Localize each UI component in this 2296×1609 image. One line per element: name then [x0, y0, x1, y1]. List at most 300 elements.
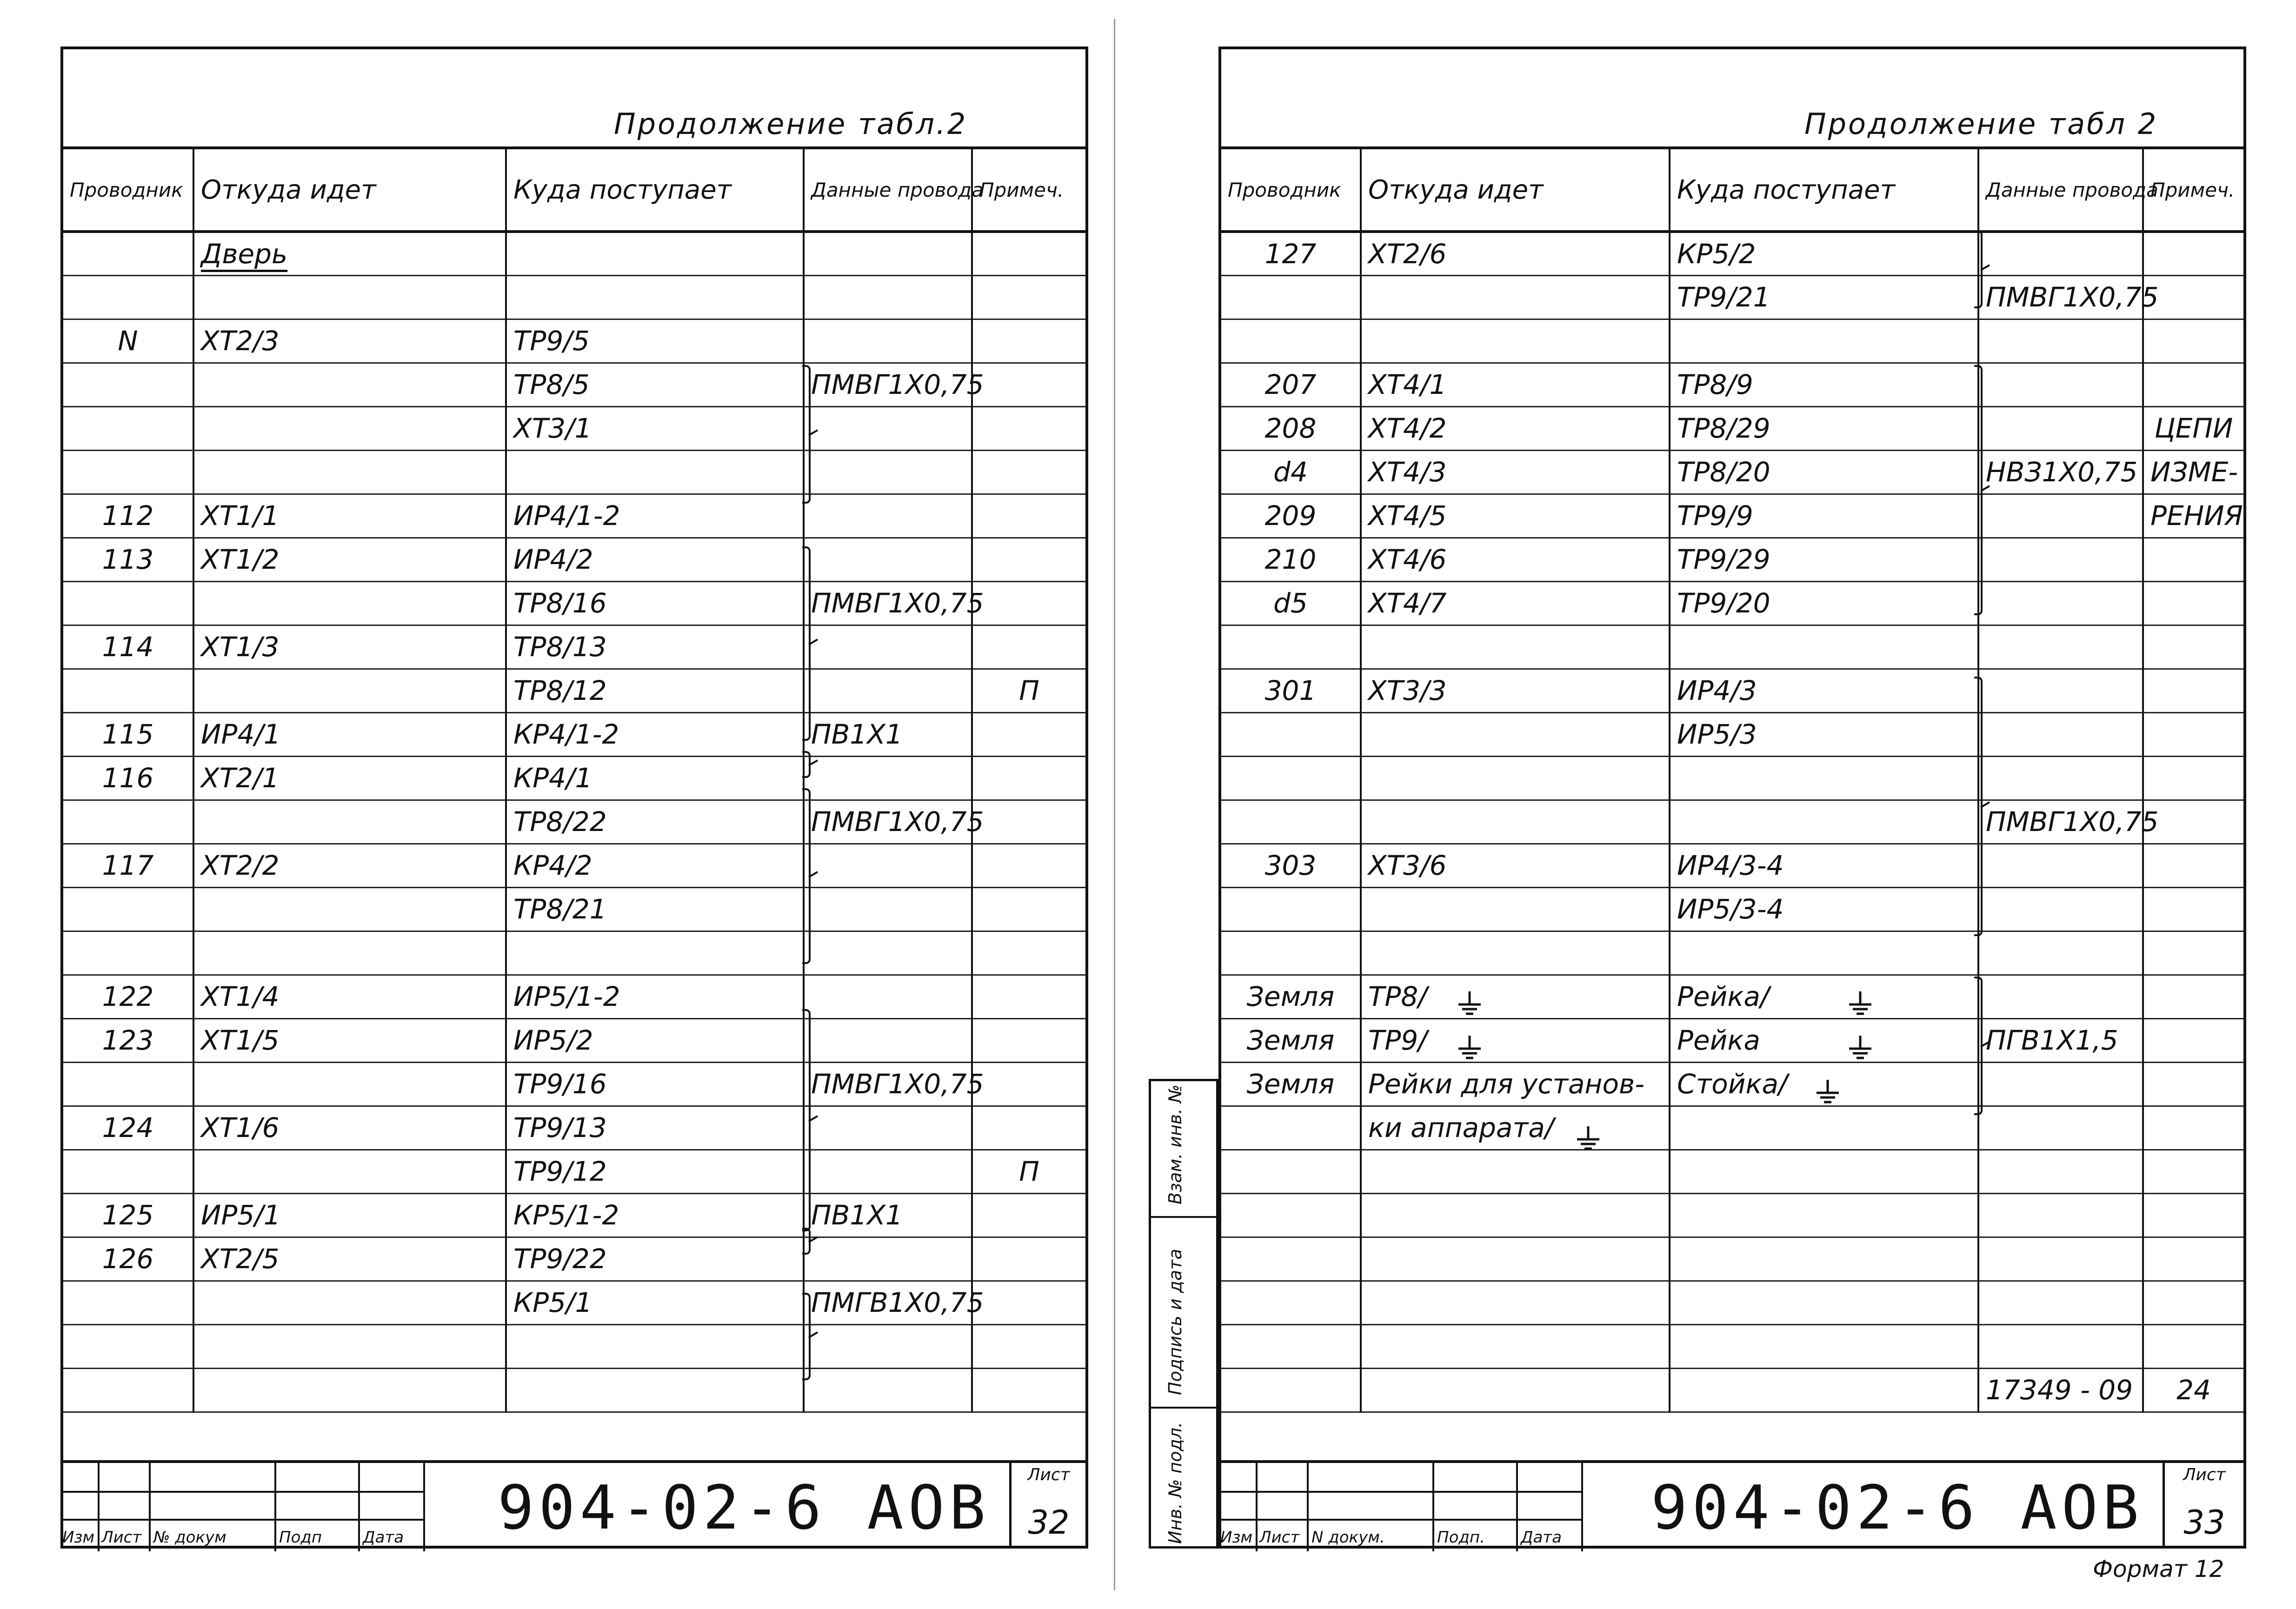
sheet-number: 32 — [1028, 1503, 1070, 1542]
wire-data-cell — [1978, 669, 2143, 712]
note-cell — [972, 363, 1085, 406]
wire-data-cell — [804, 975, 972, 1018]
to-cell — [1670, 1150, 1978, 1193]
table-row — [63, 450, 1085, 494]
wire-data-cell — [804, 1106, 972, 1150]
from-cell — [193, 1324, 506, 1368]
table-row — [1221, 1018, 2243, 1062]
table-row — [63, 494, 1085, 538]
to-cell: ТР8/20 — [1670, 450, 1978, 494]
conductor-cell: 303 — [1221, 844, 1361, 887]
to-cell — [506, 275, 804, 319]
table-row — [63, 887, 1085, 931]
from-cell: ИР4/1 — [193, 712, 506, 756]
note-cell: ИЗМЕ- — [2143, 450, 2243, 494]
to-cell: ТР9/22 — [506, 1237, 804, 1281]
wire-data-cell — [1978, 625, 2143, 669]
left-brace-3 — [802, 751, 811, 778]
table-row — [63, 712, 1085, 756]
note-cell — [2143, 669, 2243, 712]
wire-data-cell: 17349 - 09 — [1978, 1368, 2143, 1412]
conductor-cell — [63, 1324, 193, 1368]
table-row — [63, 319, 1085, 363]
to-cell: ИР5/2 — [506, 1018, 804, 1062]
note-cell — [972, 844, 1085, 887]
wire-data-cell — [1978, 581, 2143, 625]
to-cell: ИР4/3-4 — [1670, 844, 1978, 887]
wire-data-cell — [804, 319, 972, 363]
right-brace-2 — [1974, 365, 1983, 615]
from-cell — [193, 931, 506, 975]
wire-data-cell — [1978, 1324, 2143, 1368]
from-cell — [1361, 1368, 1670, 1412]
note-cell — [2143, 1062, 2243, 1106]
from-cell — [1361, 931, 1670, 975]
wire-data-cell — [804, 450, 972, 494]
left-brace-4 — [802, 788, 811, 964]
to-cell: ИР5/3 — [1670, 712, 1978, 756]
note-cell — [2143, 931, 2243, 975]
conductor-cell — [63, 669, 193, 712]
from-cell: ХТ1/4 — [193, 975, 506, 1018]
conductor-cell: 209 — [1221, 494, 1361, 538]
left-sheet-number-box — [1009, 1460, 1088, 1549]
conductor-cell: 113 — [63, 538, 193, 581]
wire-data-cell — [1978, 1237, 2143, 1281]
from-cell: ХТ2/5 — [193, 1237, 506, 1281]
table-row — [1221, 931, 2243, 975]
note-cell — [2143, 538, 2243, 581]
conductor-cell — [1221, 1324, 1361, 1368]
from-cell: ХТ3/6 — [1361, 844, 1670, 887]
table-row — [63, 1193, 1085, 1237]
to-cell: ТР9/13 — [506, 1106, 804, 1150]
from-cell — [193, 1062, 506, 1106]
conductor-cell — [1221, 1193, 1361, 1237]
left-titleblock — [60, 1460, 1088, 1549]
wire-data-cell — [804, 844, 972, 887]
note-cell — [972, 1324, 1085, 1368]
note-cell — [972, 1368, 1085, 1412]
to-cell: ТР9/16 — [506, 1062, 804, 1106]
from-cell: ХТ2/2 — [193, 844, 506, 887]
conductor-cell — [63, 450, 193, 494]
conductor-cell: Земля — [1221, 975, 1361, 1018]
wire-data-cell — [804, 538, 972, 581]
to-cell: ИР4/3 — [1670, 669, 1978, 712]
table-row — [63, 756, 1085, 800]
table-row — [1221, 406, 2243, 450]
conductor-cell: 115 — [63, 712, 193, 756]
from-cell — [193, 800, 506, 844]
to-cell: ИР5/1-2 — [506, 975, 804, 1018]
to-cell — [1670, 319, 1978, 363]
from-cell — [1361, 275, 1670, 319]
wire-data-cell — [804, 669, 972, 712]
note-cell — [972, 625, 1085, 669]
to-cell — [1670, 1237, 1978, 1281]
to-cell — [1670, 625, 1978, 669]
document-code: 904-02-6 АОВ — [498, 1472, 991, 1543]
right-brace-4 — [1974, 977, 1983, 1115]
from-cell — [193, 450, 506, 494]
left-brace-5 — [802, 1009, 811, 1231]
wire-data-cell — [804, 1368, 972, 1412]
conductor-cell: 125 — [63, 1193, 193, 1237]
right-titleblock — [1218, 1460, 2246, 1549]
to-cell: ТР9/5 — [506, 319, 804, 363]
to-cell: ТР8/12 — [506, 669, 804, 712]
conductor-cell — [63, 363, 193, 406]
to-cell: ИР4/1-2 — [506, 494, 804, 538]
column-header-conductor: Проводник — [63, 148, 193, 232]
table-row — [1221, 275, 2243, 319]
note-cell — [2143, 1150, 2243, 1193]
table-row — [1221, 625, 2243, 669]
table-row — [63, 975, 1085, 1018]
from-cell: ки аппарата/ — [1361, 1106, 1670, 1150]
side-label-original-inv: Инв. № подл. — [1165, 1422, 1185, 1544]
from-cell — [1361, 625, 1670, 669]
left-continued-heading: Продолжение табл.2 — [614, 107, 968, 141]
to-cell: ТР8/5 — [506, 363, 804, 406]
to-cell: Рейка/ — [1670, 975, 1978, 1018]
from-cell — [1361, 319, 1670, 363]
table-row — [63, 363, 1085, 406]
note-cell — [2143, 887, 2243, 931]
note-cell — [2143, 1193, 2243, 1237]
from-cell — [193, 406, 506, 450]
table-row — [1221, 363, 2243, 406]
wire-data-cell: ПМВГ1Х0,75 — [804, 581, 972, 625]
from-cell — [1361, 887, 1670, 931]
titleblock-label-signature: Подп. — [1437, 1528, 1485, 1547]
note-cell — [972, 1237, 1085, 1281]
note-cell: 24 — [2143, 1368, 2243, 1412]
note-cell — [2143, 625, 2243, 669]
column-header-conductor: Проводник — [1221, 148, 1361, 232]
right-brace-1 — [1974, 230, 1983, 308]
wire-data-cell — [804, 887, 972, 931]
titleblock-label-change: Изм — [1220, 1528, 1253, 1547]
conductor-cell — [63, 406, 193, 450]
from-cell: ХТ2/1 — [193, 756, 506, 800]
titleblock-label-date: Дата — [1521, 1528, 1562, 1547]
note-cell — [972, 1062, 1085, 1106]
to-cell: ТР8/13 — [506, 625, 804, 669]
table-row — [1221, 669, 2243, 712]
table-row — [63, 844, 1085, 887]
note-cell — [972, 1106, 1085, 1150]
wire-data-cell: НВЗ1Х0,75 — [1978, 450, 2143, 494]
page-fold-line — [1114, 19, 1115, 1590]
from-cell: ХТ3/3 — [1361, 669, 1670, 712]
note-cell: П — [972, 1150, 1085, 1193]
from-cell — [193, 363, 506, 406]
wire-data-cell — [804, 494, 972, 538]
right-sheet-number-box — [2163, 1460, 2246, 1549]
note-cell — [2143, 975, 2243, 1018]
wire-data-cell — [804, 1150, 972, 1193]
to-cell: ТР8/29 — [1670, 406, 1978, 450]
table-row — [63, 931, 1085, 975]
note-cell — [972, 232, 1085, 275]
column-header-to: Куда поступает — [1670, 148, 1978, 232]
wire-data-cell: ПМГВ1Х0,75 — [804, 1281, 972, 1324]
wire-data-cell — [804, 1237, 972, 1281]
wire-data-cell — [804, 232, 972, 275]
conductor-cell: 127 — [1221, 232, 1361, 275]
conductor-cell — [1221, 1237, 1361, 1281]
note-cell — [2143, 756, 2243, 800]
from-cell: ХТ2/6 — [1361, 232, 1670, 275]
left-brace-7 — [802, 1293, 811, 1380]
from-cell: Дверь — [193, 232, 506, 275]
note-cell — [972, 931, 1085, 975]
conductor-cell — [63, 931, 193, 975]
from-cell: ХТ1/3 — [193, 625, 506, 669]
note-cell — [972, 538, 1085, 581]
conductor-cell — [63, 1281, 193, 1324]
table-row — [1221, 538, 2243, 581]
column-header-note: Примеч. — [2143, 148, 2243, 232]
conductor-cell — [63, 1368, 193, 1412]
conductor-cell: N — [63, 319, 193, 363]
table-row — [1221, 1368, 2243, 1412]
to-cell — [1670, 1281, 1978, 1324]
to-cell: КР5/2 — [1670, 232, 1978, 275]
table-row — [1221, 887, 2243, 931]
wire-data-cell: ПМВГ1Х0,75 — [1978, 275, 2143, 319]
format-note: Формат 12 — [2093, 1556, 2224, 1582]
titleblock-label-sheet: Лист — [101, 1528, 142, 1547]
titleblock-label-signature: Подп — [279, 1528, 322, 1547]
note-cell: РЕНИЯ — [2143, 494, 2243, 538]
note-cell — [972, 275, 1085, 319]
table-row — [63, 1237, 1085, 1281]
from-cell — [193, 581, 506, 625]
to-cell: ТР9/20 — [1670, 581, 1978, 625]
to-cell: ТР9/12 — [506, 1150, 804, 1193]
wire-data-cell: ПВ1Х1 — [804, 712, 972, 756]
wire-data-cell — [804, 1324, 972, 1368]
sheet-label: Лист — [2183, 1465, 2226, 1484]
conductor-cell — [1221, 800, 1361, 844]
column-header-to: Куда поступает — [506, 148, 804, 232]
from-cell — [1361, 1324, 1670, 1368]
table-row — [1221, 800, 2243, 844]
from-cell — [193, 1150, 506, 1193]
from-cell — [193, 887, 506, 931]
column-header-wire-data: Данные провода — [1978, 148, 2143, 232]
table-row — [63, 232, 1085, 275]
to-cell — [1670, 1324, 1978, 1368]
conductor-cell — [1221, 931, 1361, 975]
from-cell: ХТ1/2 — [193, 538, 506, 581]
note-cell — [2143, 319, 2243, 363]
from-cell — [1361, 712, 1670, 756]
wire-data-cell — [1978, 975, 2143, 1018]
note-cell — [2143, 1106, 2243, 1150]
wire-data-cell — [1978, 1193, 2143, 1237]
conductor-cell: 210 — [1221, 538, 1361, 581]
table-row — [63, 1324, 1085, 1368]
note-cell — [2143, 712, 2243, 756]
from-cell: ИР5/1 — [193, 1193, 506, 1237]
wire-data-cell — [804, 756, 972, 800]
left-brace-2 — [802, 546, 811, 741]
left-brace-1 — [802, 365, 811, 504]
to-cell: Стойка/ — [1670, 1062, 1978, 1106]
left-brace-6 — [802, 1228, 811, 1255]
note-cell: П — [972, 669, 1085, 712]
ground-symbol-icon — [1456, 991, 1484, 1018]
to-cell — [506, 1324, 804, 1368]
from-cell — [1361, 800, 1670, 844]
from-cell: ТР8/ — [1361, 975, 1670, 1018]
from-cell — [1361, 1150, 1670, 1193]
to-cell: КР5/1-2 — [506, 1193, 804, 1237]
conductor-cell: Земля — [1221, 1018, 1361, 1062]
conductor-cell — [1221, 1368, 1361, 1412]
ground-symbol-icon — [1814, 1079, 1842, 1107]
note-cell — [2143, 1237, 2243, 1281]
conductor-cell: 301 — [1221, 669, 1361, 712]
from-cell — [1361, 1193, 1670, 1237]
note-cell — [2143, 1324, 2243, 1368]
sheet-label: Лист — [1027, 1465, 1070, 1484]
conductor-cell — [63, 800, 193, 844]
titleblock-label-change: Изм — [62, 1528, 95, 1547]
to-cell: ТР8/16 — [506, 581, 804, 625]
right-continued-heading: Продолжение табл 2 — [1804, 107, 2158, 141]
wire-data-cell: ПМВГ1Х0,75 — [1978, 800, 2143, 844]
note-cell: ЦЕПИ — [2143, 406, 2243, 450]
table-row — [63, 581, 1085, 625]
table-row — [1221, 1150, 2243, 1193]
wire-data-cell — [1978, 232, 2143, 275]
table-row — [1221, 450, 2243, 494]
table-row — [63, 1368, 1085, 1412]
table-row — [63, 406, 1085, 450]
wire-data-cell — [1978, 712, 2143, 756]
note-cell — [972, 756, 1085, 800]
to-cell: ТР9/9 — [1670, 494, 1978, 538]
note-cell — [972, 975, 1085, 1018]
from-cell: ХТ1/6 — [193, 1106, 506, 1150]
table-row — [1221, 1106, 2243, 1150]
document-code: 904-02-6 АОВ — [1651, 1472, 2144, 1543]
conductor-cell — [1221, 756, 1361, 800]
conductor-cell: 112 — [63, 494, 193, 538]
table-row — [63, 1018, 1085, 1062]
side-label-replacement: Взам. инв. № — [1165, 1084, 1185, 1204]
side-label-signature-date: Подпись и дата — [1165, 1249, 1185, 1395]
table-row — [1221, 1193, 2243, 1237]
conductor-cell: d4 — [1221, 450, 1361, 494]
wire-data-cell: ПМВГ1Х0,75 — [804, 1062, 972, 1106]
from-cell — [1361, 1281, 1670, 1324]
conductor-cell — [63, 887, 193, 931]
from-cell — [193, 1281, 506, 1324]
titleblock-label-sheet: Лист — [1259, 1528, 1300, 1547]
conductor-cell: 117 — [63, 844, 193, 887]
from-cell — [1361, 756, 1670, 800]
conductor-cell: 124 — [63, 1106, 193, 1150]
conductor-cell — [1221, 712, 1361, 756]
to-cell: ТР8/21 — [506, 887, 804, 931]
wire-data-cell: ПВ1Х1 — [804, 1193, 972, 1237]
note-cell — [972, 450, 1085, 494]
from-cell: ХТ4/1 — [1361, 363, 1670, 406]
conductor-cell — [1221, 319, 1361, 363]
to-cell: ТР8/22 — [506, 800, 804, 844]
wire-data-cell — [804, 931, 972, 975]
wire-data-cell — [1978, 756, 2143, 800]
wire-data-cell — [804, 406, 972, 450]
wire-data-cell — [1978, 1106, 2143, 1150]
to-cell: КР4/1-2 — [506, 712, 804, 756]
from-cell — [193, 275, 506, 319]
conductor-cell — [63, 1150, 193, 1193]
wire-data-cell — [1978, 844, 2143, 887]
from-cell — [193, 669, 506, 712]
ground-symbol-icon — [1846, 1035, 1874, 1063]
conductor-cell: 123 — [63, 1018, 193, 1062]
to-cell: ИР5/3-4 — [1670, 887, 1978, 931]
note-cell — [2143, 844, 2243, 887]
to-cell — [1670, 800, 1978, 844]
conductor-cell — [1221, 625, 1361, 669]
to-cell: ТР8/9 — [1670, 363, 1978, 406]
note-cell — [972, 581, 1085, 625]
from-cell: ТР9/ — [1361, 1018, 1670, 1062]
to-cell — [1670, 1193, 1978, 1237]
conductor-cell — [1221, 1150, 1361, 1193]
to-cell — [506, 931, 804, 975]
wire-data-cell — [1978, 538, 2143, 581]
note-cell — [2143, 363, 2243, 406]
table-row — [63, 1062, 1085, 1106]
note-cell — [2143, 1018, 2243, 1062]
table-row — [63, 538, 1085, 581]
sheet-number: 33 — [2183, 1503, 2225, 1542]
conductor-cell — [63, 1062, 193, 1106]
table-row — [1221, 1062, 2243, 1106]
titleblock-label-doc-number: № докум — [153, 1528, 226, 1547]
from-cell: ХТ4/2 — [1361, 406, 1670, 450]
from-cell: ХТ4/7 — [1361, 581, 1670, 625]
from-cell — [1361, 1237, 1670, 1281]
note-cell — [2143, 232, 2243, 275]
note-cell — [2143, 1281, 2243, 1324]
table-row — [1221, 581, 2243, 625]
wire-data-cell: ПМВГ1Х0,75 — [804, 363, 972, 406]
wire-data-cell — [1978, 931, 2143, 975]
from-cell: Рейки для установ- — [1361, 1062, 1670, 1106]
conductor-cell — [1221, 1106, 1361, 1150]
table-row — [63, 800, 1085, 844]
conductor-cell: 116 — [63, 756, 193, 800]
table-row — [1221, 1324, 2243, 1368]
to-cell: КР5/1 — [506, 1281, 804, 1324]
note-cell — [972, 494, 1085, 538]
to-cell: ТР9/21 — [1670, 275, 1978, 319]
wire-data-cell — [1978, 319, 2143, 363]
wire-data-cell: ПМВГ1Х0,75 — [804, 800, 972, 844]
wire-data-cell — [1978, 1281, 2143, 1324]
to-cell: ИР4/2 — [506, 538, 804, 581]
